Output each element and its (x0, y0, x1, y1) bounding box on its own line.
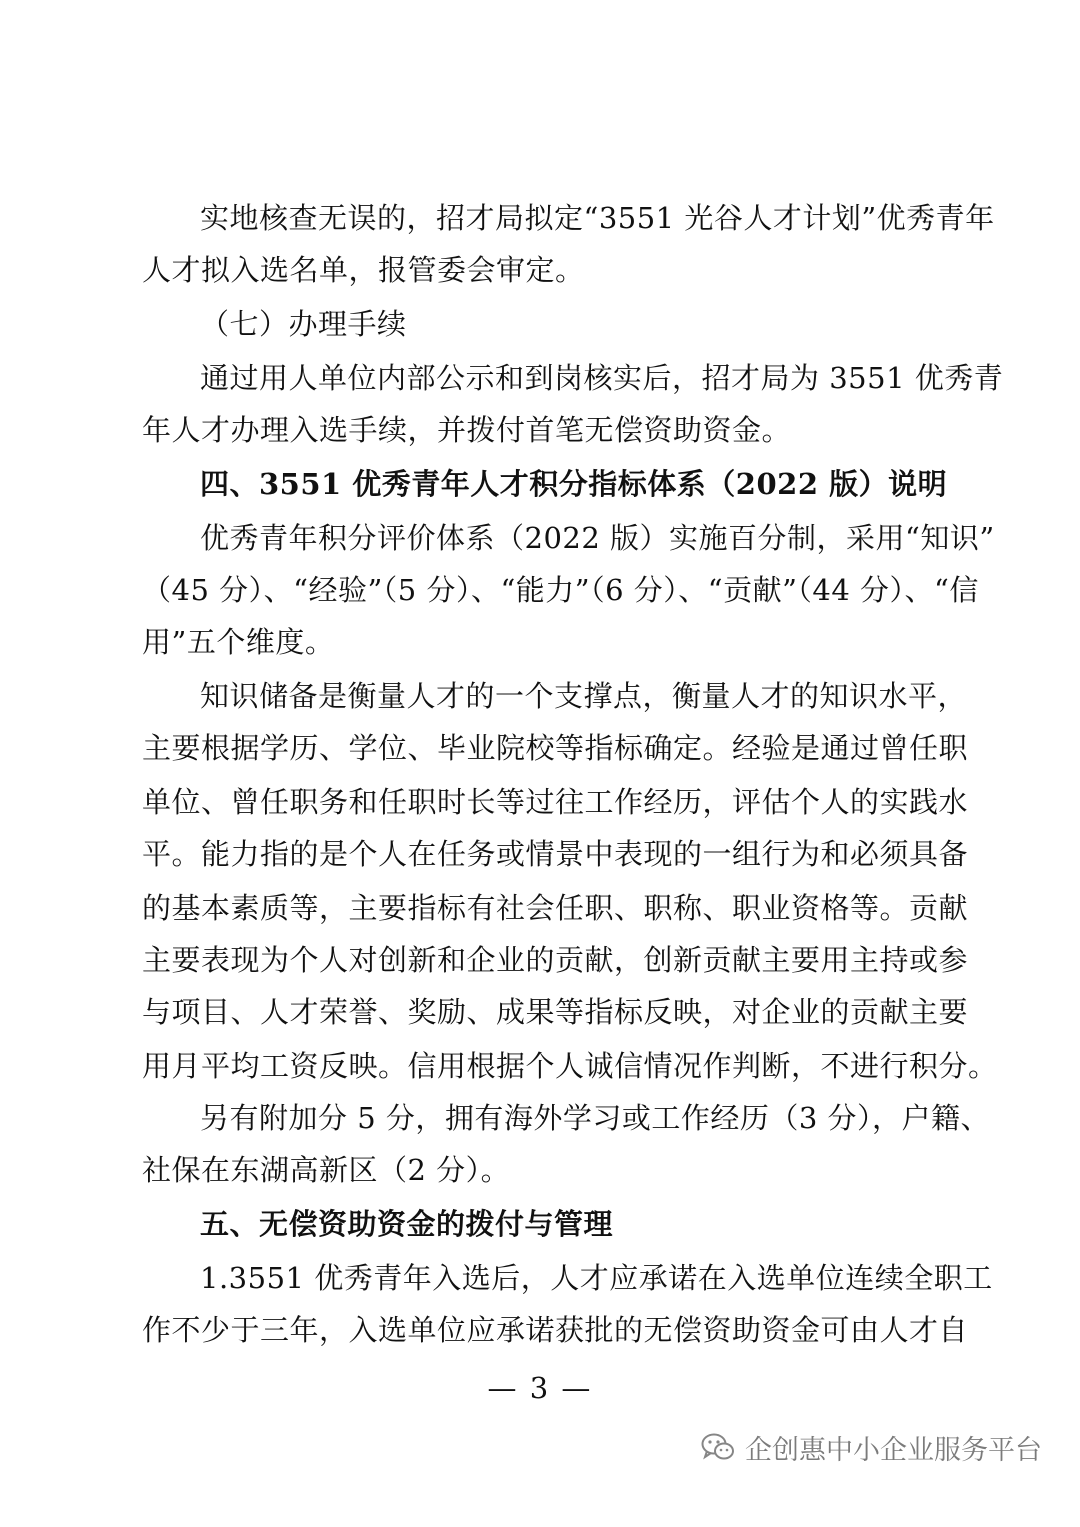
paragraph-line: 社保在东湖高新区（2 分）。 (142, 1153, 511, 1187)
paragraph-line: 作不少于三年，入选单位应承诺获批的无偿资助资金可由人才自 (142, 1313, 969, 1347)
wechat-icon (701, 1432, 735, 1462)
paragraph-line: 主要表现为个人对创新和企业的贡献，创新贡献主要用主持或参 (142, 943, 969, 977)
paragraph-line: 1.3551 优秀青年入选后，人才应承诺在入选单位连续全职工 (200, 1261, 993, 1295)
paragraph-line: 用月平均工资反映。信用根据个人诚信情况作判断，不进行积分。 (142, 1049, 998, 1083)
paragraph-line: 单位、曾任职务和任职时长等过往工作经历，评估个人的实践水 (142, 785, 969, 819)
paragraph-line: 平。能力指的是个人在任务或情景中表现的一组行为和必须具备 (142, 837, 969, 871)
paragraph-line: 主要根据学历、学位、毕业院校等指标确定。经验是通过曾任职 (142, 731, 969, 765)
section-heading: 四、3551 优秀青年人才积分指标体系（2022 版）说明 (200, 467, 948, 501)
paragraph-line: 的基本素质等，主要指标有社会任职、职称、职业资格等。贡献 (142, 891, 969, 925)
section-subheading: （七）办理手续 (200, 307, 407, 341)
paragraph-line: 实地核查无误的，招才局拟定“3551 光谷人才计划”优秀青年 (200, 201, 995, 235)
watermark (701, 1422, 1042, 1472)
paragraph-line: 年人才办理入选手续，并拨付首笔无偿资助资金。 (142, 413, 792, 447)
paragraph-line: 人才拟入选名单，报管委会审定。 (142, 253, 585, 287)
section-heading: 五、无偿资助资金的拨付与管理 (200, 1207, 614, 1241)
paragraph-line: 通过用人单位内部公示和到岗核实后，招才局为 3551 优秀青 (200, 361, 1004, 395)
page-number: — 3 — (487, 1371, 593, 1405)
watermark-text: 企创惠中小企业服务平台 (745, 1434, 1042, 1466)
paragraph-line: 知识储备是衡量人才的一个支撑点，衡量人才的知识水平， (200, 679, 968, 713)
paragraph-line: 另有附加分 5 分，拥有海外学习或工作经历（3 分），户籍、 (200, 1101, 991, 1135)
paragraph-line: 与项目、人才荣誉、奖励、成果等指标反映，对企业的贡献主要 (142, 995, 969, 1029)
paragraph-line: 用”五个维度。 (142, 625, 335, 659)
paragraph-line: （45 分）、“经验”（5 分）、“能力”（6 分）、“贡献”（44 分）、“信 (142, 573, 979, 607)
paragraph-line: 优秀青年积分评价体系（2022 版）实施百分制，采用“知识” (200, 521, 995, 555)
